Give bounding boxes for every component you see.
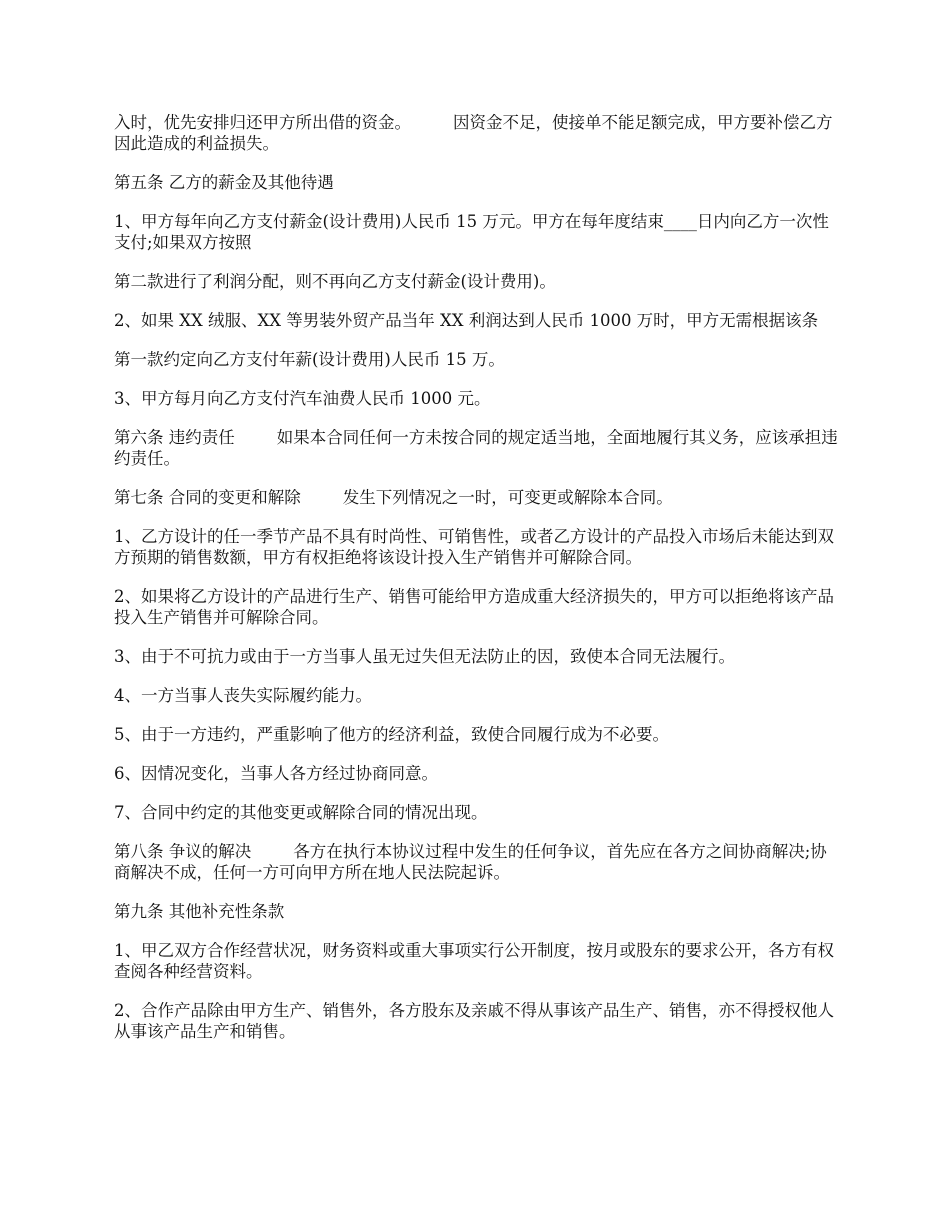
article-7-clause-3: 3、由于不可抗力或由于一方当事人虽无过失但无法防止的因，致使本合同无法履行。 bbox=[114, 647, 735, 666]
document-page bbox=[114, 112, 842, 1060]
article-5-clause-1-cont: 第二款进行了利润分配，则不再向乙方支付薪金(设计费用)。 bbox=[114, 272, 556, 291]
article-7-clause-5: 5、由于一方违约，严重影响了他方的经济利益，致使合同履行成为不必要。 bbox=[114, 725, 669, 744]
article-5-clause-2-cont: 第一款约定向乙方支付年薪(设计费用)人民币 15 万。 bbox=[114, 350, 505, 369]
article-7-heading: 第七条 合同的变更和解除 发生下列情况之一时，可变更或解除本合同。 bbox=[114, 488, 673, 507]
article-5-clause-3: 3、甲方每月向乙方支付汽车油费人民币 1000 元。 bbox=[114, 389, 491, 408]
article-5-clause-1: 1、甲方每年向乙方支付薪金(设计费用)人民币 15 万元。甲方在每年度结束____日内向乙方一次性支付;如果双方按照 bbox=[114, 212, 829, 252]
article-7-clause-7: 7、合同中约定的其他变更或解除合同的情况出现。 bbox=[114, 803, 488, 822]
article-7-clause-1: 1、乙方设计的任一季节产品不具有时尚性、可销售性，或者乙方设计的产品投入市场后未能达到双方预期的销售数额，甲方有权拒绝将该设计投入生产销售并可解除合同。 bbox=[114, 527, 834, 567]
article-5-heading: 第五条 乙方的薪金及其他待遇 bbox=[114, 173, 334, 192]
article-9-clause-2: 2、合作产品除由甲方生产、销售外，各方股东及亲戚不得从事该产品生产、销售，亦不得授权他人从事该产品生产和销售。 bbox=[114, 1001, 834, 1041]
article-6: 第六条 违约责任 如果本合同任何一方未按合同的规定适当地，全面地履行其义务，应该承担违约责任。 bbox=[114, 428, 838, 468]
article-9-heading: 第九条 其他补充性条款 bbox=[114, 902, 285, 921]
article-8: 第八条 争议的解决 各方在执行本协议过程中发生的任何争议，首先应在各方之间协商解决;协商解决不成，任何一方可向甲方所在地人民法院起诉。 bbox=[114, 842, 827, 882]
article-7-clause-4: 4、一方当事人丧失实际履约能力。 bbox=[114, 686, 372, 705]
article-9-clause-1: 1、甲乙双方合作经营状况，财务资料或重大事项实行公开制度，按月或股东的要求公开，各方有权查阅各种经营资料。 bbox=[114, 941, 834, 981]
article-7-clause-2: 2、如果将乙方设计的产品进行生产、销售可能给甲方造成重大经济损失的，甲方可以拒绝将该产品投入生产销售并可解除合同。 bbox=[114, 587, 834, 627]
paragraph-continuation: 入时，优先安排归还甲方所出借的资金。 因资金不足，使接单不能足额完成，甲方要补偿乙方因此造成的利益损失。 bbox=[114, 113, 833, 153]
article-5-clause-2: 2、如果 XX 绒服、XX 等男装外贸产品当年 XX 利润达到人民币 1000 万时，甲方无需根据该条 bbox=[114, 311, 819, 330]
article-7-clause-6: 6、因情况变化，当事人各方经过协商同意。 bbox=[114, 764, 438, 783]
